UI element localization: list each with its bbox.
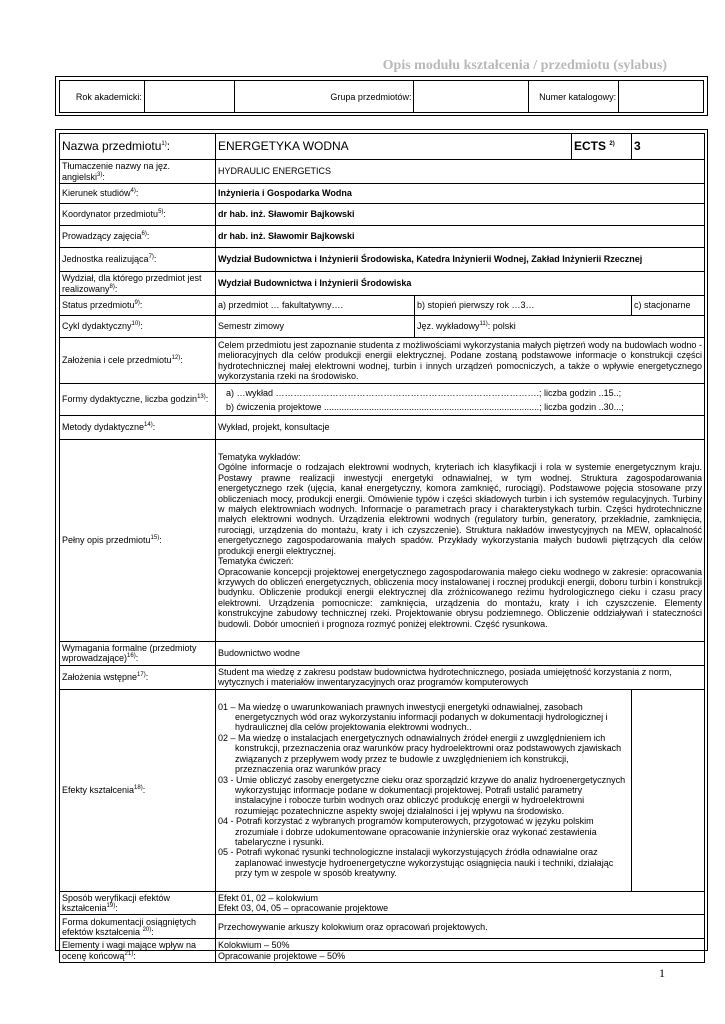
numer-label: Numer katalogowy: (529, 81, 619, 113)
wymagania-label: Wymagania formalne (przedmioty wprowadzające)$^{16)}$: (60, 642, 216, 666)
row-nazwa (60, 134, 705, 160)
ects-value: 3 (632, 134, 705, 160)
rok-value (144, 81, 234, 113)
ects-label: ECTS $^{2)}$ (572, 134, 632, 160)
cykl-value: Semestr zimowy (216, 316, 415, 338)
cykl-label: Cykl dydaktyczny$^{10)}$: (60, 316, 216, 338)
elementy-line-1: Kolokwium – 50% (218, 940, 290, 951)
row-koordynator (60, 204, 705, 226)
opis-heading-exercises: Tematyka ćwiczeń: (218, 556, 294, 567)
grupa-value (414, 81, 529, 113)
zalozenia-label: Założenia i cele przedmiotu$^{12)}$: (60, 338, 216, 384)
zalozenia-wstepne-label: Założenia wstępne$^{17)}$: (60, 665, 216, 689)
opis-value (216, 440, 705, 642)
row-forma (60, 915, 705, 939)
formy-a: a) …wykład …………………………………………………………………………….; (226, 387, 542, 398)
sposob-label: Sposób weryfikacji efektów kształcenia$^{19)}$: (60, 891, 216, 915)
kierunek-value: Inżynieria i Gospodarka Wodna (216, 184, 705, 204)
sposob-value (216, 891, 705, 915)
zalozenia-wstepne-value: Student ma wiedzę z zakresu podstaw budownictwa hydrotechnicznego, posiada umiejętność korzystania z norm, wytycznych i materiałów inwentaryzacyjnych oraz programów komputerowych (216, 665, 705, 689)
tlumaczenie-value: HYDRAULIC ENERGETICS (216, 160, 705, 184)
page-title: Opis modułu kształcenia / przedmiotu (sylabus) (382, 58, 667, 73)
status-b: b) stopień pierwszy rok …3… (415, 296, 632, 316)
metody-label: Metody dydaktyczne$^{14)}$: (60, 416, 216, 440)
row-zalozenia (60, 338, 705, 384)
metody-value: Wykład, projekt, konsultacje (216, 416, 705, 440)
prowadzacy-label: Prowadzący zajęcia$^{6)}$: (60, 226, 216, 248)
kierunek-label: Kierunek studiów$^{4)}$: (60, 184, 216, 204)
rok-label: Rok akademicki: (60, 81, 145, 113)
opis-lectures-text: Ogólne informacje o rodzajach elektrowni wodnych, kryteriach ich klasyfikacji i rola w systemie energetycznym kraju. Postawy prawne realizacji inwestycji energetyki odnawialnej, w tym wodnej. Struktura zagospodarowania energetycznego rzek (ujęcia, kanał energetyczny, komora zamknięć, rurociągi). Podstawowe pojęcia stosowane przy obliczeniach mocy, produkcji energii. Omówienie typów i części składowych turbin i ich systemów regulacyjnych. Turbiny w małych elektrowniach wodnych. Informacje o parametrach pracy i charakterystykach turbin. Części hydrotechniczne małych elektrowni wodnych. Urządzenia elektrowni wodnych (regulatory turbin, generatory, przekładnie, zamknięcia, rurociągi, urządzenia do montażu, kraty i ich czyszczenie). Struktura nakładów inwestycyjnych na MEW, opłacalność energetycznego zagospodarowania małych spadów. Przykłady wykorzystania małych budowli piętrzących dla celów produkcji energii elektrycznej. (218, 462, 702, 556)
row-formy (60, 384, 705, 416)
status-c: c) stacjonarne (632, 296, 705, 316)
wydzial-value: Wydział Budownictwa i Inżynierii Środowiska (216, 272, 705, 296)
elementy-line-2: Opracowanie projektowe – 50% (218, 950, 346, 961)
jednostka-label: Jednostka realizująca$^{7)}$: (60, 248, 216, 272)
row-status (60, 296, 705, 316)
efekt-01: 01 – Ma wiedzę o uwarunkowaniach prawnych inwestycji energetyki odnawialnej, zasobach energetycznych wód oraz wykorzystaniu informacji podanych w dokumentacji hydrologicznej i hydraulicznej dla celów projektowania elektrowni wodnych.. (218, 701, 608, 733)
row-zalozenia-wstepne (60, 665, 705, 689)
numer-value (619, 81, 704, 113)
zalozenia-value: Celem przedmiotu jest zapoznanie studenta z możliwościami wykorzystania małych piętrzeń wody na budowlach wodno - melioracyjnych dla celów produkcji energii elektrycznej. Podane zostaną podstawowe informacje o konstrukcji części hydrotechnicznej małej elektrowni wodnej, turbin i innych urządzeń pomocniczych, a także o wpływie energetycznego wykorzystania rzeki na środowisko. (216, 338, 705, 384)
syllabus-table (59, 133, 705, 963)
formy-a-hours: liczba godzin ..15..; (544, 387, 622, 398)
formy-b-hours: liczba godzin ..30...; (544, 401, 624, 412)
jednostka-value: Wydział Budownictwa i Inżynierii Środowiska, Katedra Inżynierii Wodnej, Zakład Inżynierii Rzecznej (216, 248, 705, 272)
elementy-label: Elementy i wagi mające wpływ na ocenę końcową$^{21)}$: (60, 939, 216, 963)
elementy-value (216, 939, 705, 963)
formy-b: b) ćwiczenia projektowe ......................................................................................; (226, 401, 542, 412)
row-tlumaczenie (60, 160, 705, 184)
efekt-03: 03 - Umie obliczyć zasoby energetyczne cieku oraz sporządzić krzywe do analiz hydroenergetycznych wykorzystując informacje podane w dokumentacji projektowej. Potrafi ustalić parametry instalacyjne i robocze turbin wodnych oraz obliczyć produkcję energii w hydroelektrowni rozumiejąc pozatechniczne aspekty swojej działalności i jej wpływu na środowisko. (218, 774, 626, 816)
page-number: 1 (659, 966, 665, 980)
row-sposob (60, 891, 705, 915)
prowadzacy-value: dr hab. inż. Sławomir Bajkowski (216, 226, 705, 248)
row-jednostka (60, 248, 705, 272)
row-prowadzacy (60, 226, 705, 248)
nazwa-value: ENERGETYKA WODNA (216, 134, 572, 160)
row-elementy (60, 939, 705, 963)
efekt-04: 04 - Potrafi korzystać z wybranych programów komputerowych, przygotować w języku polskim zrozumiałe i dobrze udokumentowane opracowanie inżynierskie oraz wykonać zestawienia tabelaryczne i rysunki. (218, 816, 597, 847)
efekty-empty-cell (632, 689, 705, 891)
row-wymagania (60, 642, 705, 666)
status-a: a) przedmiot … fakultatywny…. (216, 296, 415, 316)
opis-label: Pełny opis przedmiotu$^{15)}$: (60, 440, 216, 642)
sposob-line-1: Efekt 01, 02 – kolokwium (218, 892, 319, 903)
forma-label: Forma dokumentacji osiągniętych efektów kształcenia $^{20)}$: (60, 915, 216, 939)
status-label: Status przedmiotu$^{9)}$: (60, 296, 216, 316)
opis-exercises-text: Opracowanie koncepcji projektowej energetycznego zagospodarowania małego cieku wodnego w zakresie: opracowania krzywych do obliczeń energetycznych, obliczenia mocy instalowanej i rocznej produkcji energii, doboru turbin i konstrukcji budynku. Obliczenie produkcji energii elektrycznej dla zróżnicowanego reżimu hydrologicznego cieku i czasu pracy elektrowni. Urządzenia pomocnicze: zamknięcia, urządzenia do montażu, kraty i ich czyszczenie. Elementy konstrukcyjne zabudowy technicznej rzeki. Projektowanie obrysu podziemnego. Obliczenie oddziaływań i stateczności budowli. Dobór umocnień i prognoza rozmyć poniżej elektrowni. Część rysunkowa. (218, 566, 702, 629)
row-efekty (60, 689, 705, 891)
jezyk-value: Jęz. wykładowy$^{11)}$: polski (415, 316, 705, 338)
efekty-label: Efekty kształcenia$^{18)}$: (60, 689, 216, 891)
formy-value (216, 384, 705, 416)
forma-value: Przechowywanie arkuszy kolokwium oraz opracowań projektowych. (216, 915, 705, 939)
wymagania-value: Budownictwo wodne (216, 642, 705, 666)
formy-label: Formy dydaktyczne, liczba godzin$^{13)}$: (60, 384, 216, 416)
efekty-value (216, 689, 632, 891)
row-cykl (60, 316, 705, 338)
tlumaczenie-label: Tłumaczenie nazwy na jęz. angielski$^{3)}$: (60, 160, 216, 184)
row-opis (60, 440, 705, 642)
row-kierunek (60, 184, 705, 204)
row-wydzial (60, 272, 705, 296)
row-metody (60, 416, 705, 440)
sposob-line-2: Efekt 03, 04, 05 – opracowanie projektowe (218, 903, 389, 914)
efekt-05: 05 - Potrafi wykonać rysunki technologiczne instalacji wykorzystujących źródła odnawialne oraz zaplanować inwestycje hydroenergetyczne wykorzystując osiągnięcia nauki i techniki, działając przy tym w zespole w sposób kreatywny. (218, 847, 614, 879)
efekt-02: 02 – Ma wiedzę o instalacjach energetycznych odnawialnych źródeł energii z uwzględnieniem ich konstrukcji, przeznaczenia oraz warunków pracy hydroelektrowni oraz podstawowych zjawiskach związanych z przepływem wody przez te budowle z uwzględnieniem ich konstrukcji, przeznaczenia oraz warunków pracy (218, 732, 622, 775)
wydzial-label: Wydział, dla którego przedmiot jest realizowany$^{8)}$: (60, 272, 216, 296)
koordynator-label: Koordynator przedmiotu$^{5)}$: (60, 204, 216, 226)
koordynator-value: dr hab. inż. Sławomir Bajkowski (216, 204, 705, 226)
nazwa-label: Nazwa przedmiotu$^{1)}$: (60, 134, 216, 160)
catalog-table (59, 80, 704, 113)
opis-heading-lectures: Tematyka wykładów: (218, 452, 301, 463)
grupa-label: Grupa przedmiotów: (234, 81, 414, 113)
